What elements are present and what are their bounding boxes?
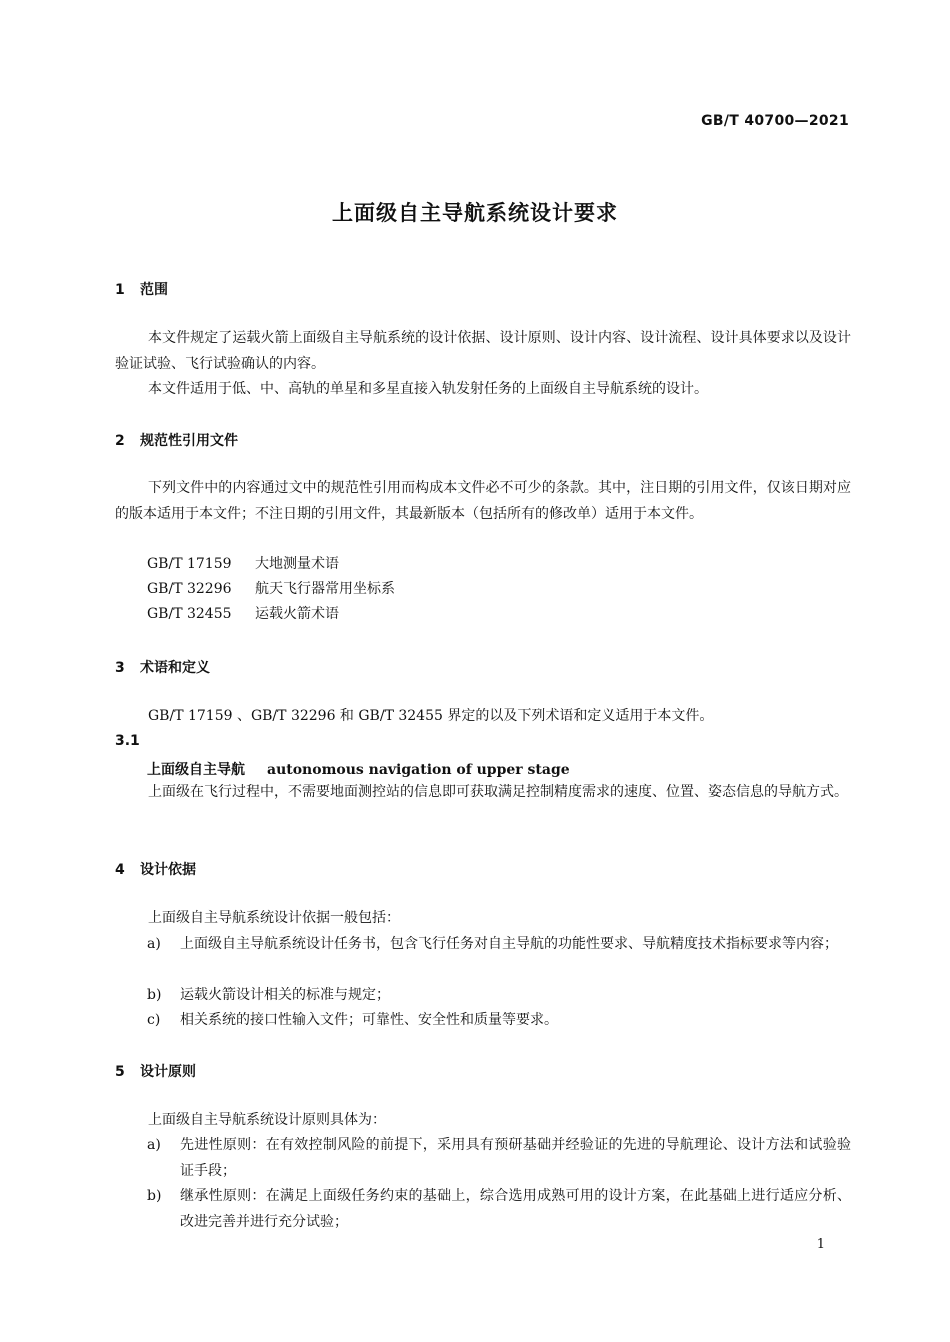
list-marker: c) [147, 1012, 161, 1028]
reference-item [147, 552, 339, 577]
section-1-paragraph-2: 本文件适用于低、中、高轨的单星和多星直接入轨发射任务的上面级自主导航系统的设计。 [148, 381, 708, 397]
reference-name: 大地测量术语 [255, 556, 339, 572]
term-number: 3.1 [115, 733, 140, 749]
section-number: 3 [115, 660, 125, 676]
section-5-intro: 上面级自主导航系统设计原则具体为： [148, 1112, 386, 1128]
section-title: 术语和定义 [140, 660, 210, 676]
section-number: 4 [115, 862, 125, 878]
standard-number: GB/T 40700—2021 [701, 113, 849, 129]
list-marker: b) [147, 1188, 162, 1204]
reference-code: GB/T 32296 [147, 581, 232, 597]
section-5-heading [115, 1061, 196, 1081]
list-marker: b) [147, 987, 162, 1003]
list-item [147, 982, 851, 1008]
reference-name: 航天飞行器常用坐标系 [255, 581, 395, 597]
section-number: 1 [115, 282, 125, 298]
section-title: 规范性引用文件 [140, 433, 238, 449]
term-english: autonomous navigation of upper stage [267, 762, 570, 778]
section-title: 设计依据 [140, 862, 196, 878]
document-title: 上面级自主导航系统设计要求 [332, 201, 618, 225]
section-title: 设计原则 [140, 1064, 196, 1080]
term-heading [147, 759, 570, 779]
section-3-heading [115, 657, 210, 677]
list-text: 相关系统的接口性输入文件；可靠性、安全性和质量等要求。 [180, 1012, 558, 1028]
reference-item [147, 602, 339, 627]
section-1-heading [115, 279, 168, 299]
section-4-heading [115, 859, 196, 879]
list-text: 运载火箭设计相关的标准与规定； [180, 987, 390, 1003]
list-text: 上面级自主导航系统设计任务书，包含飞行任务对自主导航的功能性要求、导航精度技术指标要求等内容； [180, 936, 838, 952]
page-number: 1 [816, 1237, 825, 1252]
section-number: 2 [115, 433, 125, 449]
reference-item [147, 577, 395, 602]
term-chinese: 上面级自主导航 [147, 762, 245, 778]
list-text: 先进性原则：在有效控制风险的前提下，采用具有预研基础并经验证的先进的导航理论、设计方法和试验验证手段； [180, 1137, 851, 1179]
section-4-intro: 上面级自主导航系统设计依据一般包括： [148, 910, 400, 926]
section-2-paragraph-1: 下列文件中的内容通过文中的规范性引用而构成本文件必不可少的条款。其中，注日期的引用文件，仅该日期对应的版本适用于本文件；不注日期的引用文件，其最新版本（包括所有的修改单）适用于本文件。 [115, 480, 851, 522]
reference-name: 运载火箭术语 [255, 606, 339, 622]
section-3-paragraph-1: GB/T 17159 、GB/T 32296 和 GB/T 32455 界定的以及下列术语和定义适用于本文件。 [148, 708, 714, 724]
list-marker: a) [147, 936, 161, 952]
reference-code: GB/T 17159 [147, 556, 232, 572]
list-marker: a) [147, 1137, 161, 1153]
section-1-paragraph-1: 本文件规定了运载火箭上面级自主导航系统的设计依据、设计原则、设计内容、设计流程、设计具体要求以及设计验证试验、飞行试验确认的内容。 [115, 330, 851, 372]
term-definition: 上面级在飞行过程中，不需要地面测控站的信息即可获取满足控制精度需求的速度、位置、姿态信息的导航方式。 [148, 784, 848, 800]
list-item [147, 1132, 851, 1184]
section-title: 范围 [140, 282, 168, 298]
reference-code: GB/T 32455 [147, 606, 232, 622]
list-text: 继承性原则：在满足上面级任务约束的基础上，综合选用成熟可用的设计方案，在此基础上进行适应分析、改进完善并进行充分试验； [180, 1188, 851, 1230]
list-item [147, 1183, 851, 1235]
section-2-heading [115, 430, 238, 450]
list-item [147, 931, 851, 957]
list-item [147, 1007, 851, 1033]
section-number: 5 [115, 1064, 125, 1080]
